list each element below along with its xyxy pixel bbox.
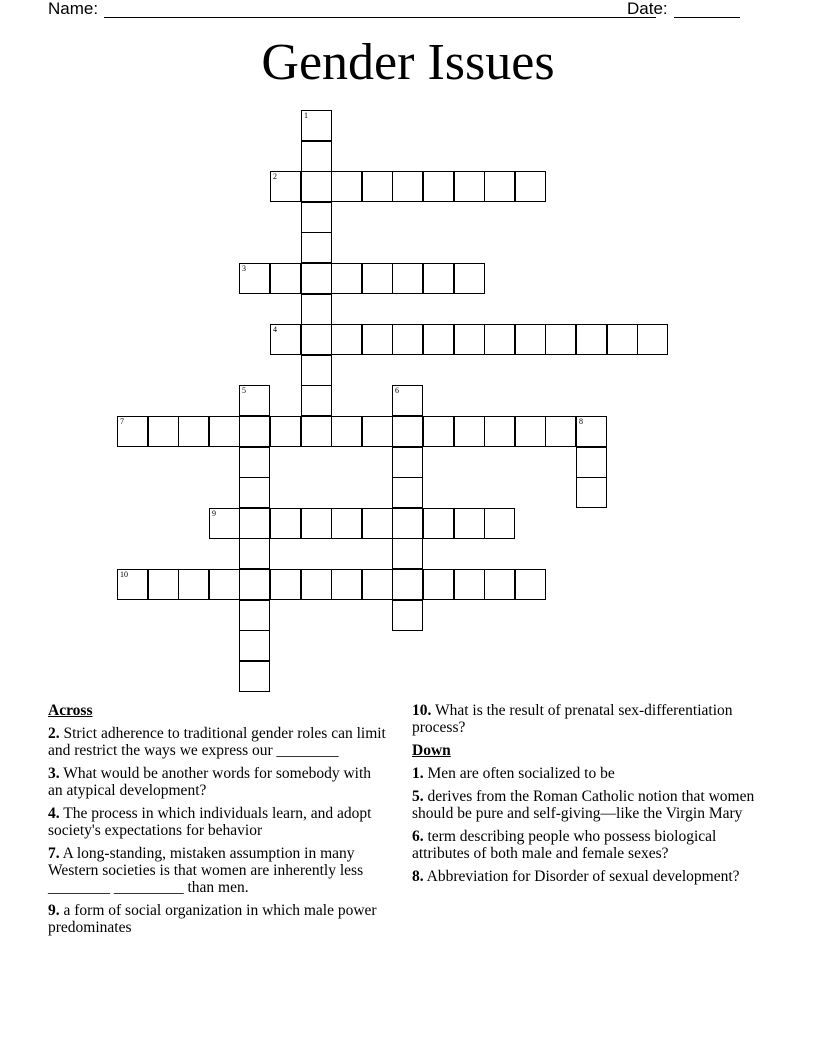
clue-text: What is the result of prenatal sex-differentiation process?: [412, 702, 733, 736]
clue-number: 1: [304, 111, 308, 120]
grid-cell[interactable]: [301, 324, 332, 355]
grid-cell[interactable]: [454, 171, 485, 202]
grid-cell[interactable]: [454, 416, 485, 447]
grid-cell[interactable]: [301, 171, 332, 202]
clue-text: term describing people who possess biological attributes of both male and female sexes?: [412, 828, 717, 862]
clue: [412, 702, 762, 736]
clue-number: 9: [212, 509, 216, 518]
grid-cell[interactable]: [301, 508, 332, 539]
clue: [48, 765, 388, 799]
grid-cell[interactable]: [239, 538, 270, 569]
clue: [412, 828, 762, 862]
grid-cell[interactable]: [301, 416, 332, 447]
grid-cell[interactable]: [239, 661, 270, 692]
clue-number-label: 5.: [412, 788, 424, 805]
clue: [48, 845, 388, 896]
clue-text: The process in which individuals learn, and adopt society's expectations for behavior: [48, 805, 372, 839]
clue-text: A long-standing, mistaken assumption in many Western societies is that women are inherently less ________ _________ than men.: [48, 845, 364, 896]
grid-cell[interactable]: [423, 171, 454, 202]
grid-cell[interactable]: [270, 569, 301, 600]
clue: [412, 765, 762, 782]
grid-cell[interactable]: [392, 171, 423, 202]
grid-cell[interactable]: [576, 324, 607, 355]
clue-number-label: 4.: [48, 805, 60, 822]
grid-cell[interactable]: [362, 171, 393, 202]
clue-number: 4: [273, 325, 277, 334]
grid-cell[interactable]: [301, 232, 332, 263]
grid-cell[interactable]: [117, 416, 148, 447]
grid-cell[interactable]: [239, 600, 270, 631]
grid-cell[interactable]: [178, 569, 209, 600]
grid-cell[interactable]: [576, 447, 607, 478]
grid-cell[interactable]: [576, 416, 607, 447]
grid-cell[interactable]: [301, 355, 332, 386]
clue: [48, 725, 388, 759]
date-label: Date:: [627, 0, 668, 18]
clue: [412, 788, 762, 822]
down-heading: Down: [412, 742, 451, 759]
grid-cell[interactable]: [454, 324, 485, 355]
clue: [48, 805, 388, 839]
grid-cell[interactable]: [270, 263, 301, 294]
clue: [412, 868, 762, 885]
grid-cell[interactable]: [423, 416, 454, 447]
grid-cell[interactable]: [576, 477, 607, 508]
clues-right-column: [412, 702, 762, 891]
grid-cell[interactable]: [392, 508, 423, 539]
grid-cell[interactable]: [454, 569, 485, 600]
grid-cell[interactable]: [178, 416, 209, 447]
grid-cell[interactable]: [607, 324, 638, 355]
grid-cell[interactable]: [392, 569, 423, 600]
grid-cell[interactable]: [239, 416, 270, 447]
clue-number-label: 1.: [412, 765, 424, 782]
grid-cell[interactable]: [515, 171, 546, 202]
clue-number: 8: [579, 417, 583, 426]
grid-cell[interactable]: [484, 324, 515, 355]
grid-cell[interactable]: [239, 630, 270, 661]
grid-cell[interactable]: [423, 263, 454, 294]
grid-cell[interactable]: [301, 385, 332, 416]
grid-cell[interactable]: [301, 141, 332, 172]
grid-cell[interactable]: [239, 447, 270, 478]
grid-cell[interactable]: [392, 447, 423, 478]
grid-cell[interactable]: [515, 416, 546, 447]
grid-cell[interactable]: [392, 263, 423, 294]
grid-cell[interactable]: [331, 569, 362, 600]
clue-number-label: 2.: [48, 725, 60, 742]
grid-cell[interactable]: [392, 385, 423, 416]
grid-cell[interactable]: [301, 202, 332, 233]
grid-cell[interactable]: [270, 324, 301, 355]
clue-number-label: 7.: [48, 845, 60, 862]
page-title: Gender Issues: [261, 34, 555, 91]
clue-text: Strict adherence to traditional gender roles can limit and restrict the ways we express our ________: [48, 725, 386, 759]
clue-text: derives from the Roman Catholic notion that women should be pure and self-giving—like the Virgin Mary: [412, 788, 755, 822]
clue-number-label: 9.: [48, 902, 60, 919]
grid-cell[interactable]: [301, 569, 332, 600]
down-clue-list: [412, 765, 762, 885]
grid-cell[interactable]: [239, 569, 270, 600]
clue-number: 2: [273, 172, 277, 181]
clue-number-label: 8.: [412, 868, 424, 885]
grid-cell[interactable]: [515, 324, 546, 355]
grid-cell[interactable]: [117, 569, 148, 600]
grid-cell[interactable]: [484, 508, 515, 539]
grid-cell[interactable]: [209, 569, 240, 600]
grid-cell[interactable]: [148, 569, 179, 600]
grid-cell[interactable]: [331, 263, 362, 294]
grid-cell[interactable]: [484, 569, 515, 600]
grid-cell[interactable]: [301, 294, 332, 325]
grid-cell[interactable]: [270, 416, 301, 447]
grid-cell[interactable]: [545, 416, 576, 447]
grid-cell[interactable]: [239, 477, 270, 508]
grid-cell[interactable]: [270, 508, 301, 539]
clue-number: 10: [120, 570, 128, 579]
grid-cell[interactable]: [301, 110, 332, 141]
clue-number: 3: [242, 264, 246, 273]
grid-cell[interactable]: [515, 569, 546, 600]
grid-cell[interactable]: [331, 508, 362, 539]
grid-cell[interactable]: [545, 324, 576, 355]
grid-cell[interactable]: [362, 324, 393, 355]
grid-cell[interactable]: [362, 569, 393, 600]
grid-cell[interactable]: [454, 263, 485, 294]
clue-text: a form of social organization in which male power predominates: [48, 902, 377, 936]
name-label: Name:: [48, 0, 99, 18]
grid-cell[interactable]: [637, 324, 668, 355]
grid-cell[interactable]: [423, 569, 454, 600]
grid-cell[interactable]: [362, 263, 393, 294]
grid-cell[interactable]: [454, 508, 485, 539]
grid-cell[interactable]: [423, 324, 454, 355]
grid-cell[interactable]: [239, 508, 270, 539]
grid-cell[interactable]: [209, 508, 240, 539]
clue-number-label: 10.: [412, 702, 432, 719]
grid-cell[interactable]: [331, 416, 362, 447]
clue-text: Men are often socialized to be: [423, 765, 615, 782]
clue: [48, 902, 388, 936]
grid-cell[interactable]: [484, 171, 515, 202]
grid-cell[interactable]: [484, 416, 515, 447]
across-clue-list-continued: [412, 702, 762, 736]
clue-text: Abbreviation for Disorder of sexual development?: [423, 868, 740, 885]
grid-cell[interactable]: [239, 385, 270, 416]
grid-cell[interactable]: [239, 263, 270, 294]
clue-number-label: 6.: [412, 828, 424, 845]
grid-cell[interactable]: [423, 508, 454, 539]
grid-cell[interactable]: [392, 477, 423, 508]
grid-cell[interactable]: [301, 263, 332, 294]
clue-number: 5: [242, 386, 246, 395]
grid-cell[interactable]: [331, 171, 362, 202]
clue-text: What would be another words for somebody with an atypical development?: [48, 765, 372, 799]
across-heading: Across: [48, 702, 93, 719]
clue-number-label: 3.: [48, 765, 60, 782]
clues-left-column: [48, 702, 388, 942]
grid-cell[interactable]: [362, 508, 393, 539]
grid-cell[interactable]: [392, 538, 423, 569]
grid-cell[interactable]: [362, 416, 393, 447]
grid-cell[interactable]: [392, 324, 423, 355]
clue-number: 6: [395, 386, 399, 395]
clue-number: 7: [120, 417, 124, 426]
across-clue-list: [48, 725, 388, 936]
grid-cell[interactable]: [331, 324, 362, 355]
grid-cell[interactable]: [392, 600, 423, 631]
grid-cell[interactable]: [209, 416, 240, 447]
grid-cell[interactable]: [148, 416, 179, 447]
grid-cell[interactable]: [270, 171, 301, 202]
grid-cell[interactable]: [392, 416, 423, 447]
